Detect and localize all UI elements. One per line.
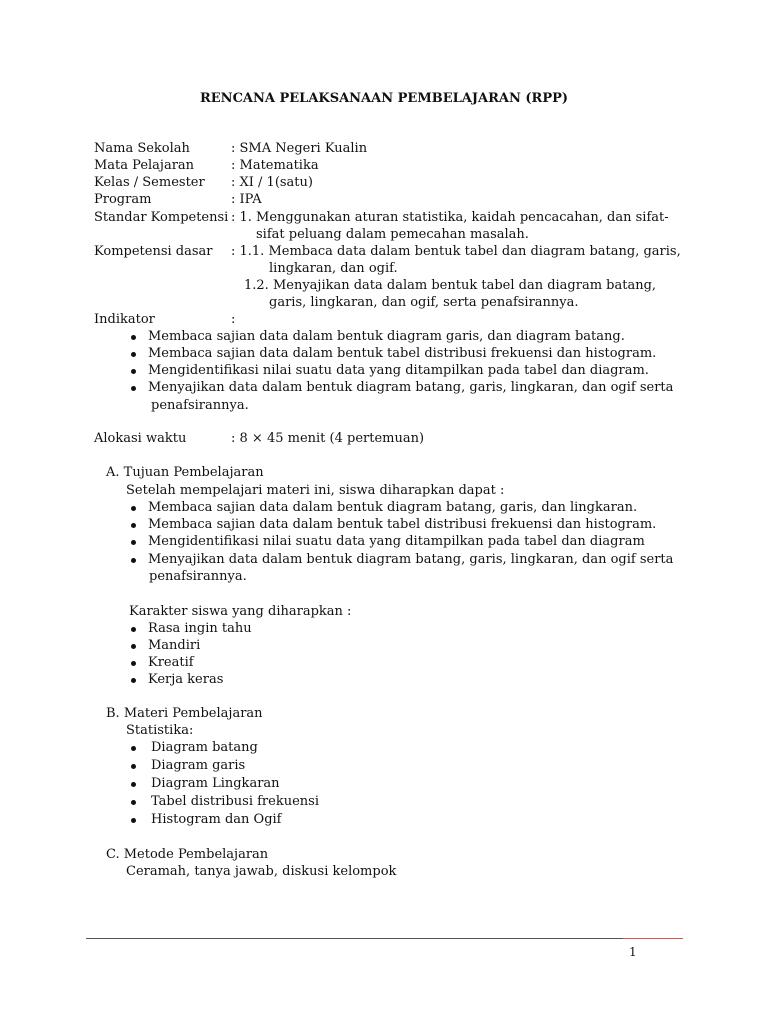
label-indikator: Indikator [94, 312, 155, 327]
bullet-icon [131, 627, 136, 632]
indikator-item-4-cont: penafsirannya. [151, 398, 249, 413]
section-b-heading: B. Materi Pembelajaran [106, 706, 263, 721]
bullet-icon [131, 800, 136, 805]
standar-line-2: sifat peluang dalam pemecahan masalah. [256, 227, 529, 242]
footer-divider-accent [623, 938, 683, 939]
materi-item-5: Histogram dan Ogif [151, 812, 282, 827]
bullet-icon [131, 782, 136, 787]
section-b-intro: Statistika: [126, 723, 194, 738]
bullet-icon [131, 506, 136, 511]
value-mata-pelajaran: : Matematika [231, 158, 319, 173]
bullet-icon [131, 661, 136, 666]
karakter-item-2: Mandiri [148, 638, 201, 653]
value-alokasi-waktu: : 8 × 45 menit (4 pertemuan) [231, 431, 425, 446]
indikator-colon: : [231, 312, 236, 327]
tujuan-item-2: Membaca sajian data dalam bentuk tabel distribusi frekuensi dan histogram. [148, 517, 657, 532]
karakter-item-3: Kreatif [148, 655, 194, 670]
tujuan-item-4-cont: penafsirannya. [149, 569, 247, 584]
kd1-line-1: : 1.1. Membaca data dalam bentuk tabel dan diagram batang, garis, [231, 244, 681, 259]
standar-line-1: : 1. Menggunakan aturan statistika, kaidah pencacahan, dan sifat- [231, 210, 669, 225]
indikator-item-4: Menyajikan data dalam bentuk diagram batang, garis, lingkaran, dan ogif serta [148, 380, 674, 395]
bullet-icon [131, 746, 136, 751]
tujuan-item-4: Menyajikan data dalam bentuk diagram batang, garis, lingkaran, dan ogif serta [148, 552, 674, 567]
label-alokasi-waktu: Alokasi waktu [94, 431, 187, 446]
label-nama-sekolah: Nama Sekolah [94, 141, 190, 156]
indikator-item-1: Membaca sajian data dalam bentuk diagram garis, dan diagram batang. [148, 329, 625, 344]
label-standar-kompetensi: Standar Kompetensi [94, 210, 229, 225]
bullet-icon [131, 523, 136, 528]
bullet-icon [131, 764, 136, 769]
page-title: RENCANA PELAKSANAAN PEMBELAJARAN (RPP) [199, 91, 569, 106]
section-c-heading: C. Metode Pembelajaran [106, 847, 269, 862]
materi-item-1: Diagram batang [151, 740, 258, 755]
section-a-heading: A. Tujuan Pembelajaran [106, 465, 264, 480]
indikator-item-2: Membaca sajian data dalam bentuk tabel distribusi frekuensi dan histogram. [148, 346, 657, 361]
label-kompetensi-dasar: Kompetensi dasar [94, 244, 213, 259]
indikator-item-3: Mengidentifikasi nilai suatu data yang ditampilkan pada tabel dan diagram. [148, 363, 649, 378]
footer-divider [86, 938, 623, 939]
karakter-intro: Karakter siswa yang diharapkan : [129, 604, 352, 619]
materi-item-2: Diagram garis [151, 758, 246, 773]
kd1-line-2: lingkaran, dan ogif. [269, 261, 398, 276]
bullet-icon [131, 335, 136, 340]
bullet-icon [131, 818, 136, 823]
value-program: : IPA [231, 192, 262, 207]
section-c-text: Ceramah, tanya jawab, diskusi kelompok [126, 864, 397, 879]
label-kelas-semester: Kelas / Semester [94, 175, 205, 190]
kd2-line-2: garis, lingkaran, dan ogif, serta penafsirannya. [269, 295, 579, 310]
bullet-icon [131, 386, 136, 391]
bullet-icon [131, 352, 136, 357]
label-mata-pelajaran: Mata Pelajaran [94, 158, 195, 173]
value-nama-sekolah: : SMA Negeri Kualin [231, 141, 368, 156]
value-kelas-semester: : XI / 1(satu) [231, 175, 313, 190]
bullet-icon [131, 540, 136, 545]
kd2-line-1: 1.2. Menyajikan data dalam bentuk tabel dan diagram batang, [244, 278, 657, 293]
tujuan-item-3: Mengidentifikasi nilai suatu data yang ditampilkan pada tabel dan diagram [148, 534, 645, 549]
materi-item-3: Diagram Lingkaran [151, 776, 280, 791]
tujuan-item-1: Membaca sajian data dalam bentuk diagram batang, garis, dan lingkaran. [148, 500, 638, 515]
page-number: 1 [629, 945, 637, 959]
label-program: Program [94, 192, 152, 207]
materi-item-4: Tabel distribusi frekuensi [151, 794, 319, 809]
bullet-icon [131, 644, 136, 649]
bullet-icon [131, 369, 136, 374]
bullet-icon [131, 558, 136, 563]
bullet-icon [131, 678, 136, 683]
karakter-item-4: Kerja keras [148, 672, 224, 687]
section-a-intro: Setelah mempelajari materi ini, siswa diharapkan dapat : [126, 483, 505, 498]
karakter-item-1: Rasa ingin tahu [148, 621, 252, 636]
